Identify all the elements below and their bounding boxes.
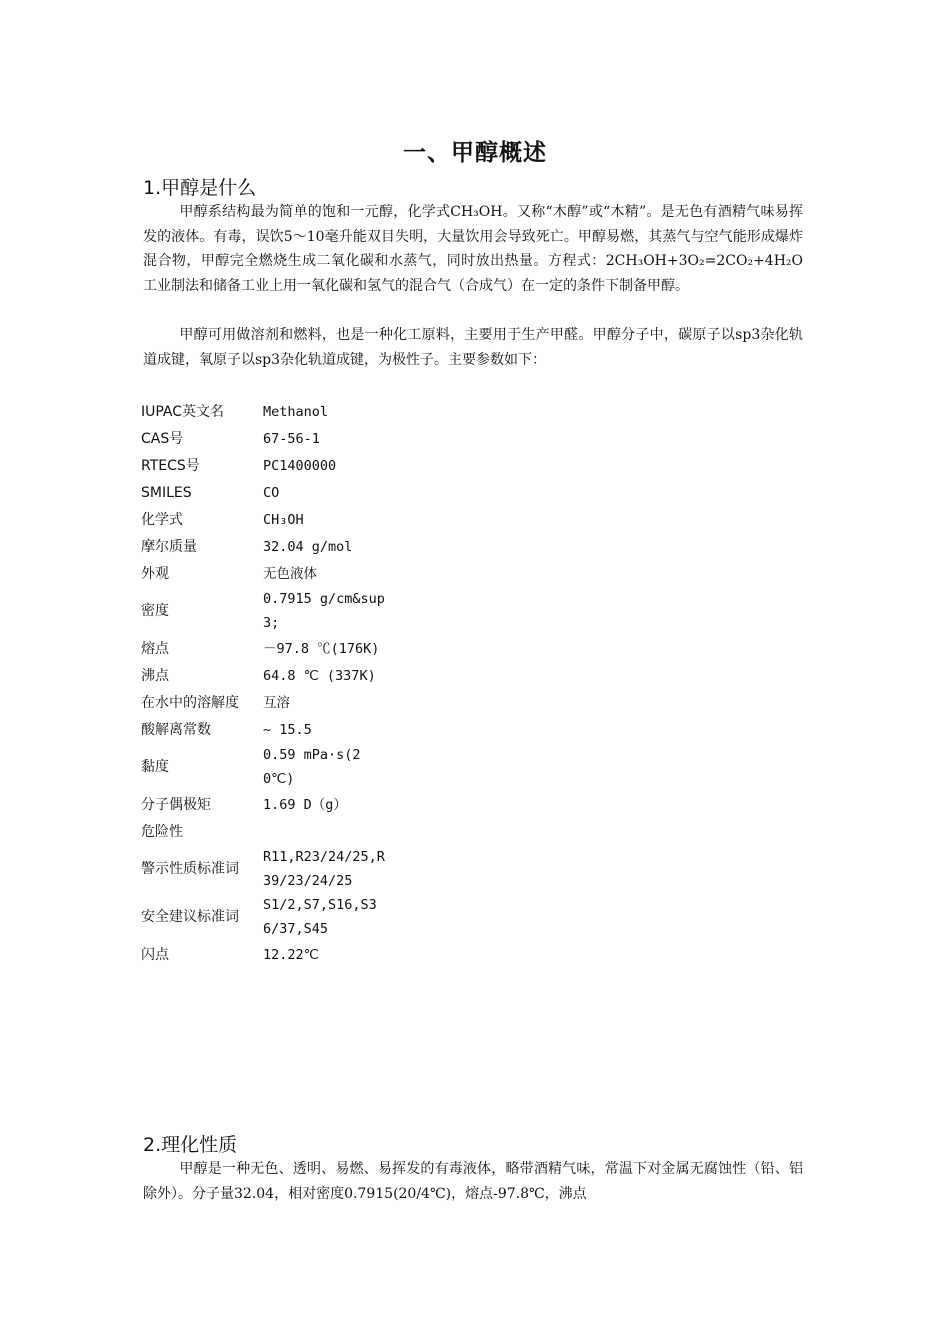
property-value: 64.8 ℃ (337K) [263,667,376,684]
property-value: ~ 15.5 [263,721,312,738]
property-name: 沸点 [141,667,169,684]
table-row [141,398,385,425]
property-value: 12.22℃ [263,946,319,963]
property-name: 分子偶极矩 [141,796,211,813]
property-name: RTECS号 [141,457,200,474]
property-value: S1/2,S7,S16,S36/37,S45 [263,897,377,937]
property-value: 互溶 [263,694,290,711]
table-row [141,845,385,893]
property-name: 酸解离常数 [141,721,211,738]
section-heading-1: 1.甲醇是什么 [143,177,257,199]
section2-paragraph-1: 甲醇是一种无色、透明、易燃、易挥发的有毒液体，略带酒精气味，常温下对金属无腐蚀性（铅、铝除外）。分子量32.04，相对密度0.7915(20/4℃)，熔点-97.8℃，沸点 [143,1161,803,1202]
property-value: 0.59 mPa·s(20℃) [263,747,361,787]
property-value: PC1400000 [263,457,337,474]
property-value: CO [263,484,280,501]
table-row [141,533,385,560]
section1-paragraph-1: 甲醇系结构最为简单的饱和一元醇，化学式CH₃OH。又称“木醇”或“木精”。是无色有酒精气味易挥发的液体。有毒，误饮5～10毫升能双目失明，大量饮用会导致死亡。甲醇易燃，其蒸气与空气能形成爆炸混合物，甲醇完全燃烧生成二氧化碳和水蒸气，同时放出热量。方程式：2CH₃OH+3O₂=2CO₂+4H₂O 工业制法和储备工业上用一氧化碳和氢气的混合气（合成气）在一定的条件下制备甲醇。 [143,204,803,294]
property-name: 黏度 [141,759,169,775]
table-row [141,587,385,635]
property-name: 在水中的溶解度 [141,694,239,711]
property-value [263,818,385,845]
property-value: Methanol [263,403,329,420]
property-value: －97.8 ℃(176K) [263,640,380,657]
property-name: SMILES [141,484,192,501]
property-name: IUPAC英文名 [141,403,225,420]
table-row [141,689,385,716]
table-row [141,425,385,452]
property-name: 化学式 [141,511,183,528]
property-value: 32.04 g/mol [263,538,353,555]
section1-paragraph-2: 甲醇可用做溶剂和燃料，也是一种化工原料，主要用于生产甲醛。甲醇分子中，碳原子以sp3杂化轨道成键，氧原子以sp3杂化轨道成键，为极性子。主要参数如下： [143,327,803,368]
table-row [141,635,385,662]
page-title: 一、甲醇概述 [403,140,547,166]
table-row [141,941,385,968]
property-name: 摩尔质量 [141,538,197,555]
section-heading-2: 2.理化性质 [143,1134,238,1156]
property-name: 密度 [141,603,169,619]
property-value: 无色液体 [263,565,317,582]
properties-table [141,398,385,968]
table-row [141,743,385,791]
property-value: 0.7915 g/cm&sup3; [263,591,385,631]
table-row [141,791,385,818]
table-row [141,716,385,743]
table-row [141,452,385,479]
table-row [141,506,385,533]
property-name: 安全建议标准词 [141,909,239,925]
property-value: R11,R23/24/25,R39/23/24/25 [263,849,385,889]
table-row [141,818,385,845]
property-name: 警示性质标准词 [141,861,239,877]
property-value: 1.69 D（g） [263,796,347,813]
table-row [141,560,385,587]
property-name: CAS号 [141,430,184,447]
table-row [141,479,385,506]
property-name: 外观 [141,565,169,582]
property-name: 熔点 [141,640,169,657]
property-name: 闪点 [141,946,169,963]
table-row [141,662,385,689]
table-row [141,893,385,941]
property-value: 67-56-1 [263,430,320,447]
property-name: 危险性 [141,823,183,840]
property-value: CH₃OH [263,511,304,528]
